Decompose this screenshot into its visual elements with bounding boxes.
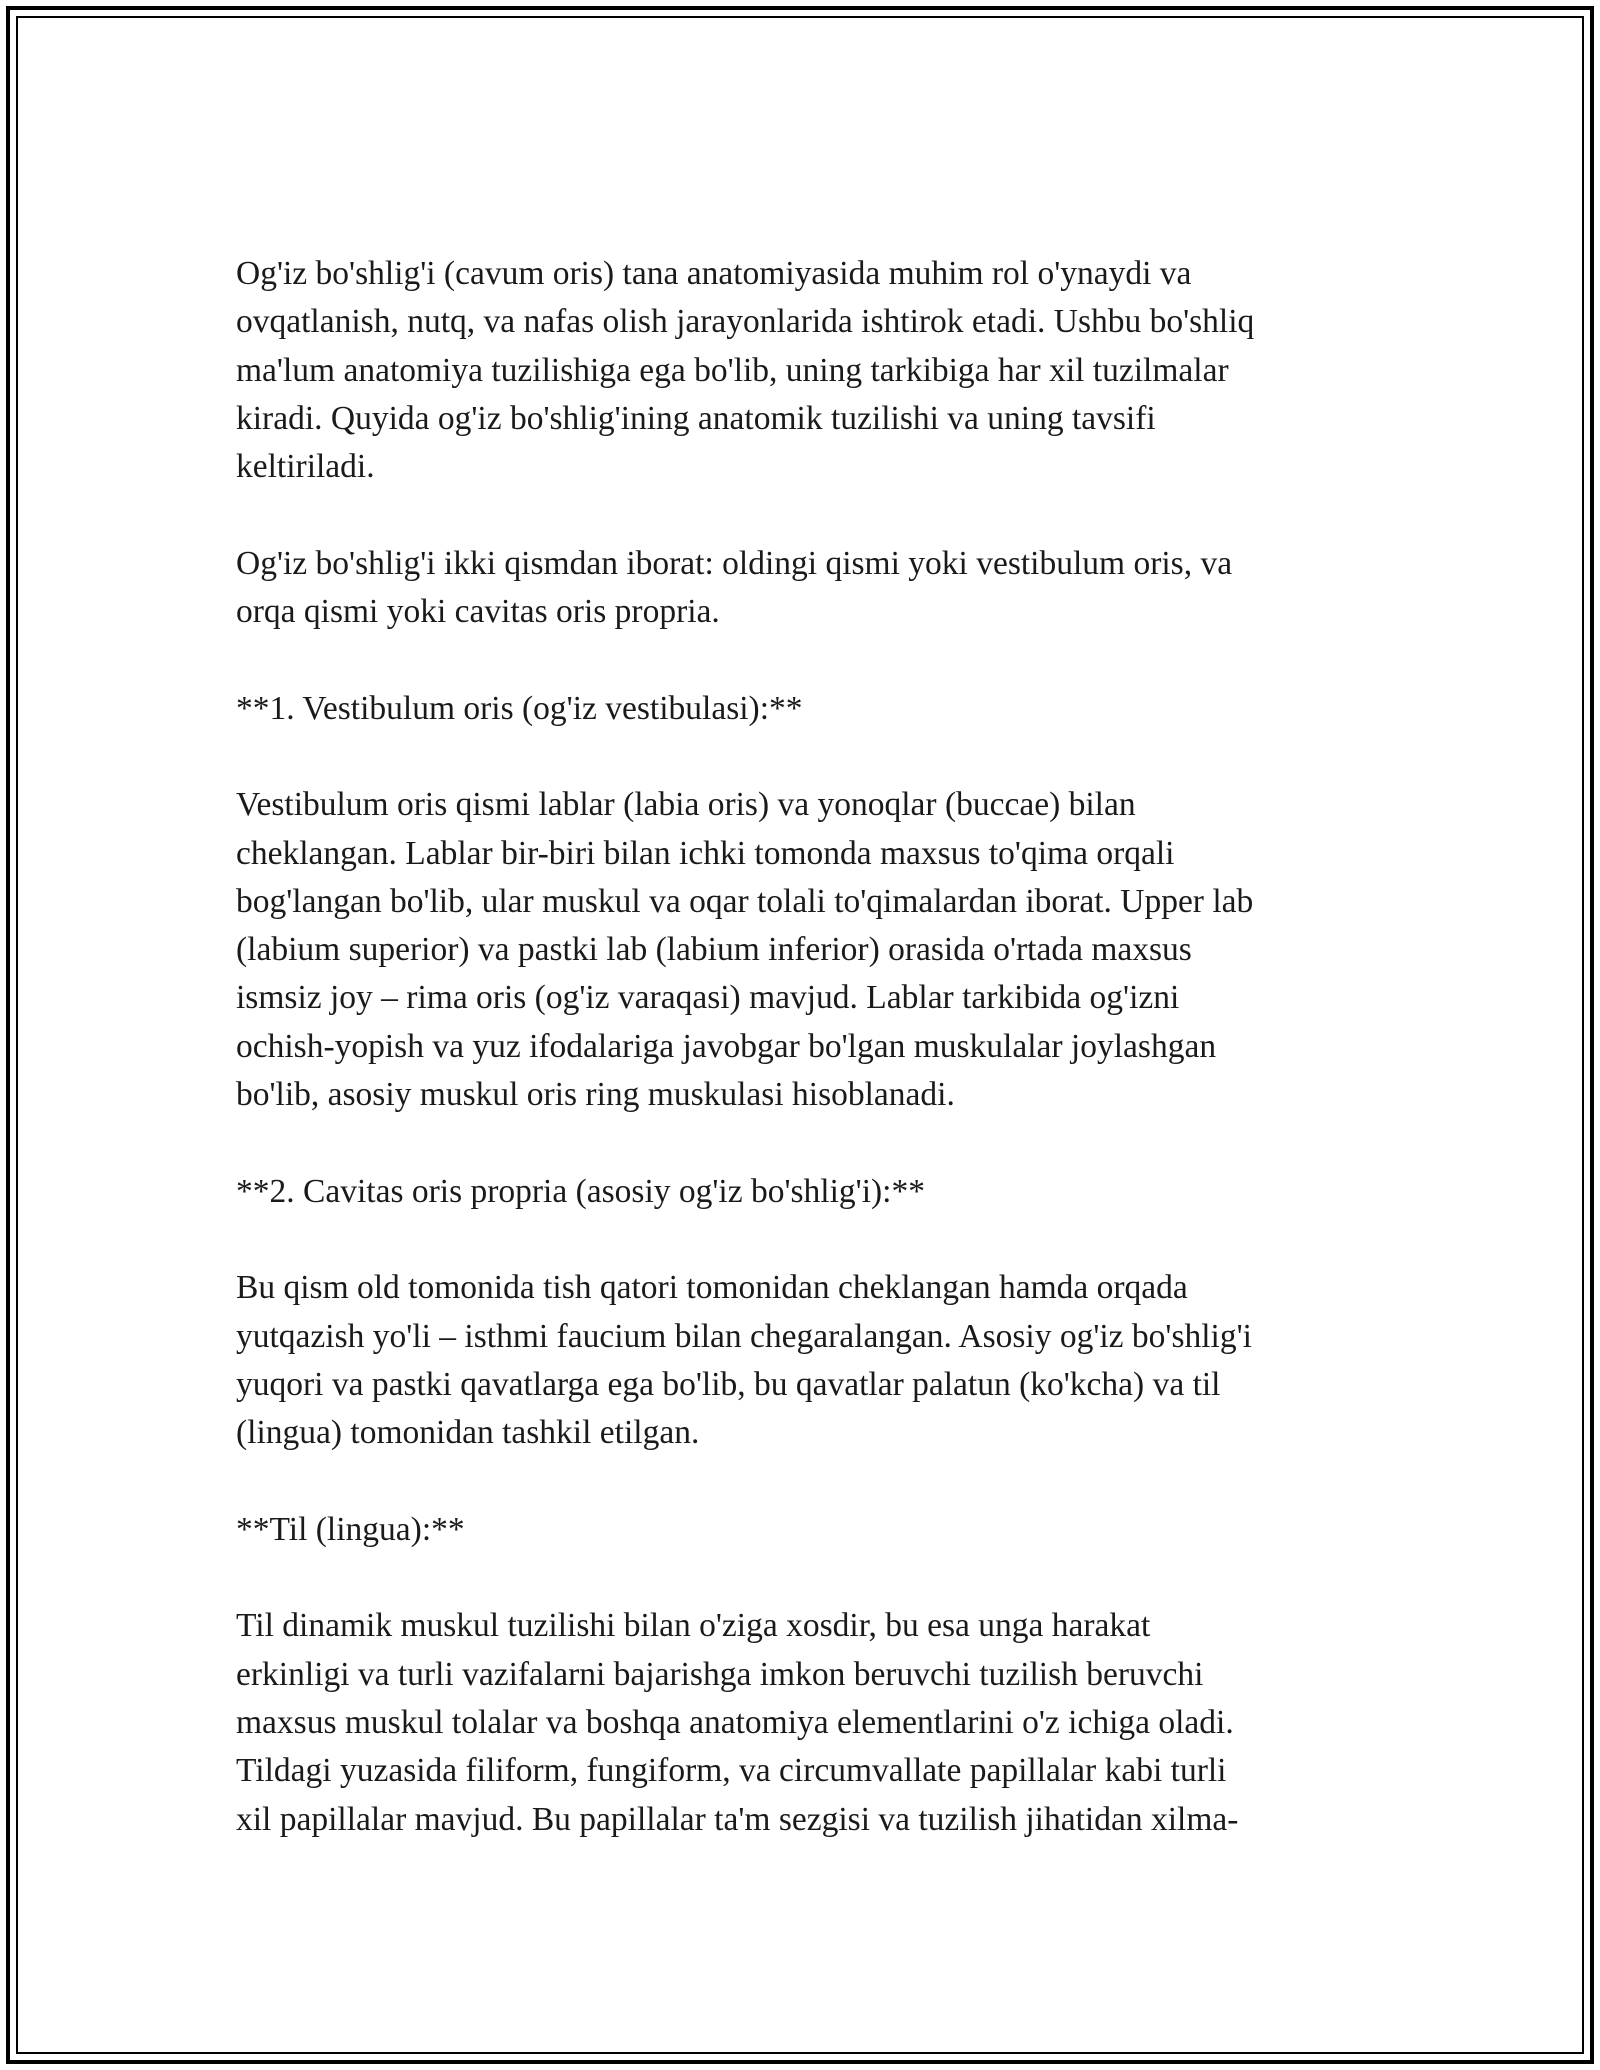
- paragraph-vestibulum-oris: Vestibulum oris qismi lablar (labia oris) va yonoqlar (buccae) bilan cheklangan. Lablar bir-biri bilan ichki tomonda maxsus to'qima orqali bog'langan bo'lib, ular muskul va oqar tolali to'qimalardan iborat. Upper lab (labium superior) va pastki lab (labium inferior) orasida o'rtada maxsus ismsiz joy – rima oris (og'iz varaqasi) mavjud. Lablar tarkibida og'izni ochish-yopish va yuz ifodalariga javobgar bo'lgan muskulalar joylashgan bo'lib, asosiy muskul oris ring muskulasi hisoblanadi.: [236, 786, 1254, 1114]
- paragraph-parts: Og'iz bo'shlig'i ikki qismdan iborat: oldingi qismi yoki vestibulum oris, va orqa qismi yoki cavitas oris propria.: [236, 544, 1233, 631]
- heading-til-lingua: **Til (lingua):**: [236, 1510, 465, 1548]
- document-body: [236, 250, 1366, 1844]
- paragraph-cavitas-oris-propria: Bu qism old tomonida tish qatori tomonidan cheklangan hamda orqada yutqazish yo'li – isthmi faucium bilan chegaralangan. Asosiy og'iz bo'shlig'i yuqori va pastki qavatlarga ega bo'lib, bu qavatlar palatun (ko'kcha) va til (lingua) tomonidan tashkil etilgan.: [236, 1269, 1252, 1452]
- heading-cavitas-oris-propria: **2. Cavitas oris propria (asosiy og'iz bo'shlig'i):**: [236, 1172, 925, 1210]
- paragraph-til-lingua: Til dinamik muskul tuzilishi bilan o'ziga xosdir, bu esa unga harakat erkinligi va turli vazifalarni bajarishga imkon beruvchi tuzilish beruvchi maxsus muskul tolalar va boshqa anatomiya elementlarini o'z ichiga oladi. Tildagi yuzasida filiform, fungiform, va circumvallate papillalar kabi turli xil papillalar mavjud. Bu papillalar ta'm sezgisi va tuzilish jihatidan xilma-: [236, 1607, 1239, 1838]
- paragraph-intro: Og'iz bo'shlig'i (cavum oris) tana anatomiyasida muhim rol o'ynaydi va ovqatlanish, nutq, va nafas olish jarayonlarida ishtirok etadi. Ushbu bo'shliq ma'lum anatomiya tuzilishiga ega bo'lib, uning tarkibiga har xil tuzilmalar kiradi. Quyida og'iz bo'shlig'ining anatomik tuzilishi va uning tavsifi keltiriladi.: [236, 255, 1255, 486]
- heading-vestibulum-oris: **1. Vestibulum oris (og'iz vestibulasi):**: [236, 689, 803, 727]
